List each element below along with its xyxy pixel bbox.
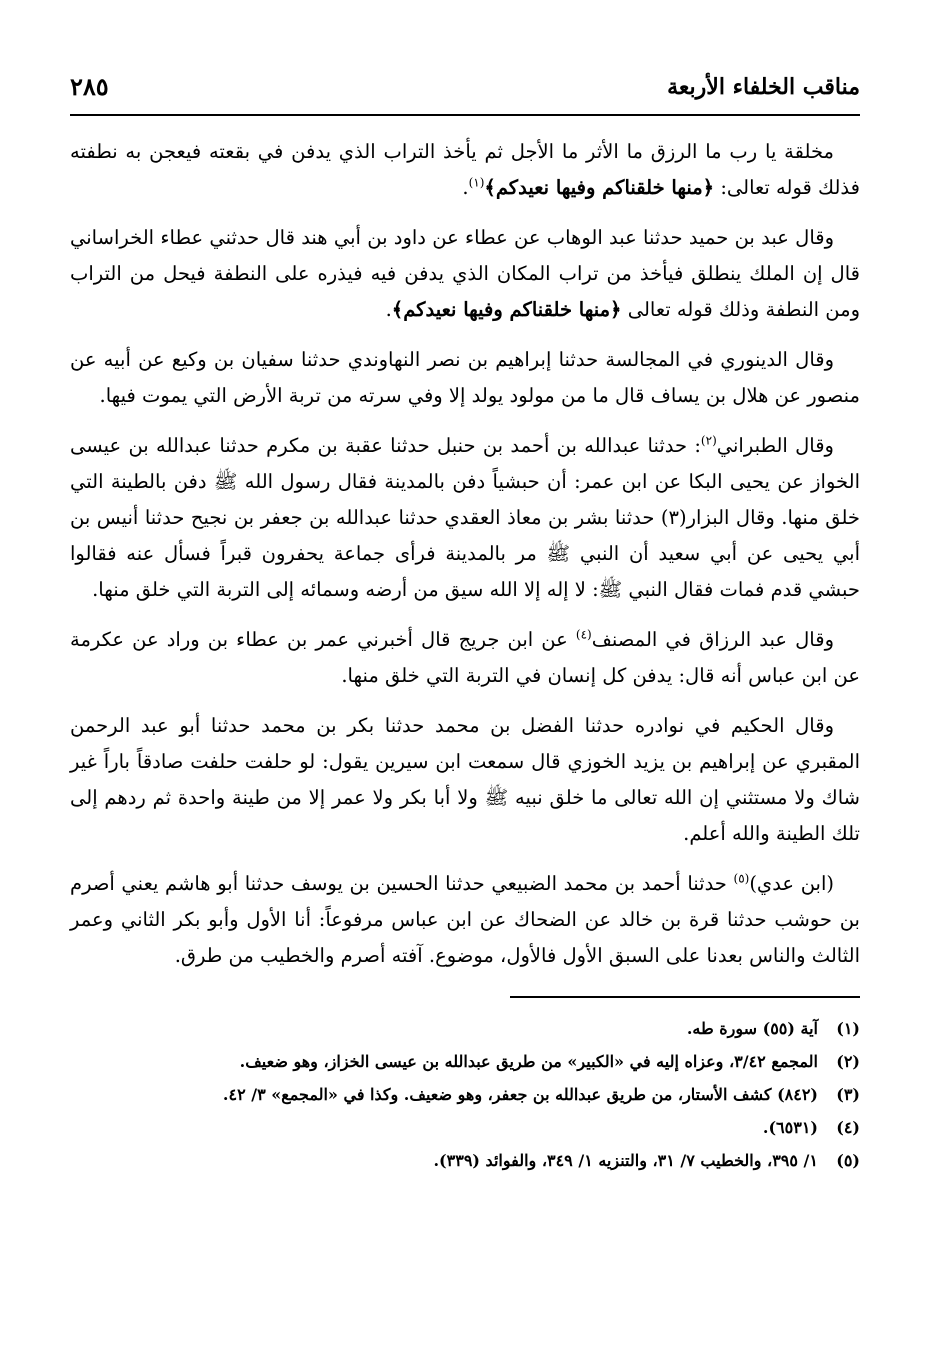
footnote-marker: (٤): [575, 627, 592, 642]
footnote: [70, 1111, 860, 1144]
footnote-text: (٦٥٣١).: [762, 1118, 818, 1137]
footnote-divider: [510, 996, 860, 998]
main-text: [70, 134, 860, 974]
footnote: [70, 1012, 860, 1045]
paragraph-text: وقال عبد الرزاق في المصنف: [591, 628, 834, 651]
footnote: [70, 1045, 860, 1078]
footnote-marker: (١): [468, 175, 485, 190]
paragraph: [70, 220, 860, 328]
footnote: [70, 1144, 860, 1177]
footnote-number: (٤): [836, 1118, 860, 1137]
footnote-marker: (٢): [700, 433, 717, 448]
footnote-text: آية (٥٥) سورة طه.: [686, 1019, 818, 1038]
paragraph-text: وقال عبد بن حميد حدثنا عبد الوهاب عن عطاء عن داود بن أبي هند قال حدثني عطاء الخراساني قال إن الملك ينطلق فيأخذ من تراب المكان الذي يدفن فيه فيذره على النطفة فيحل من التراب ومن النطفة وذلك قوله تعالى: [70, 226, 860, 321]
footnotes: [70, 1012, 860, 1177]
paragraph: [70, 134, 860, 206]
footnote-marker: (٥): [733, 871, 750, 886]
paragraph-end: .: [385, 298, 392, 321]
paragraph: [70, 622, 860, 694]
quran-verse: ﴿منها خلقناكم وفيها نعيدكم﴾: [484, 176, 715, 199]
footnote-number: (٣): [836, 1085, 860, 1104]
page-number: ٢٨٥: [70, 72, 109, 101]
paragraph-end: .: [462, 176, 469, 199]
footnote-number: (٢): [836, 1052, 860, 1071]
paragraph: [70, 708, 860, 852]
paragraph-end: : حدثنا عبدالله بن أحمد بن حنبل حدثنا عقبة بن مكرم حدثنا عبدالله بن عيسى الخواز عن يحيى البكا عن ابن عمر: أن حبشياً دفن بالمدينة فقال رسول الله ﷺ دفن بالطينة التي خلق منها. وقال البزار(٣) حدثنا بشر بن معاذ العقدي حدثنا عبدالله بن جعفر بن نجيح حدثنا أنيس بن أبي يحيى عن أبي سعيد أن النبي ﷺ مر بالمدينة فرأى جماعة يحفرون قبراً فسأل عنه فقالوا حبشي قدم فمات فقال النبي ﷺ: لا إله إلا الله سيق من أرضه وسمائه إلى التربة التي خلق منها.: [70, 434, 860, 601]
paragraph: [70, 342, 860, 414]
quran-verse: ﴿منها خلقناكم وفيها نعيدكم﴾: [391, 298, 622, 321]
paragraph-text: وقال الطبراني: [716, 434, 834, 457]
paragraph-text: وقال الحكيم في نوادره حدثنا الفضل بن محمد حدثنا بكر بن محمد حدثنا أبو عبد الرحمن المقبري عن إبراهيم بن يزيد الخوزي قال سمعت ابن سيرين يقول: لو حلفت حلفت صادقاً باراً غير شاك ولا مستثني إن الله تعالى ما خلق نبيه ﷺ ولا أبا بكر ولا عمر إلا من طينة واحدة ثم ردهم إلى تلك الطينة والله أعلم.: [70, 714, 860, 845]
page-header: [70, 70, 860, 116]
paragraph-end: حدثنا أحمد بن محمد الضبيعي حدثنا الحسين بن يوسف حدثنا أبو هاشم يعني أصرم بن حوشب حدثنا قرة بن خالد عن الضحاك عن ابن عباس مرفوعاً: أنا الأول وأبو بكر الثاني وعمر الثالث والناس بعدنا على السبق الأول فالأول، موضوع. آفته أصرم والخطيب من طرق.: [70, 872, 860, 967]
paragraph: [70, 866, 860, 974]
footnote: [70, 1078, 860, 1111]
book-page: [70, 70, 860, 1300]
footnote-number: (١): [836, 1019, 860, 1038]
paragraph-text: وقال الدينوري في المجالسة حدثنا إبراهيم بن نصر النهاوندي حدثنا سفيان بن وكيع عن أبيه عن منصور عن هلال بن يساف قال ما من مولود يولد إلا وفي سرته من تربة الأرض التي يموت فيها.: [70, 348, 860, 407]
footnote-text: المجمع ٣/٤٢، وعزاه إليه في «الكبير» من طريق عبدالله بن عيسى الخزاز، وهو ضعيف.: [239, 1052, 818, 1071]
footnote-text: (٨٤٢) كشف الأستار، من طريق عبدالله بن جعفر، وهو ضعيف. وكذا في «المجمع» ٣/ ٤٢.: [222, 1085, 818, 1104]
paragraph-text: (ابن عدي): [749, 872, 834, 895]
footnote-text: ١/ ٣٩٥، والخطيب ٧/ ٣١، والتنزيه ١/ ٣٤٩، والفوائد (٣٣٩).: [433, 1151, 818, 1170]
paragraph: [70, 428, 860, 608]
paragraph-end: عن ابن جريج قال أخبرني عمر بن عطاء بن وراد عن عكرمة عن ابن عباس أنه قال: يدفن كل إنسان في التربة التي خلق منها.: [70, 628, 860, 687]
running-title: مناقب الخلفاء الأربعة: [667, 74, 860, 100]
paragraph-text: مخلقة يا رب ما الرزق ما الأثر ما الأجل ثم يأخذ التراب الذي يدفن في بقعته فيعجن به نطفته فذلك قوله تعالى:: [70, 140, 860, 199]
footnote-number: (٥): [836, 1151, 860, 1170]
